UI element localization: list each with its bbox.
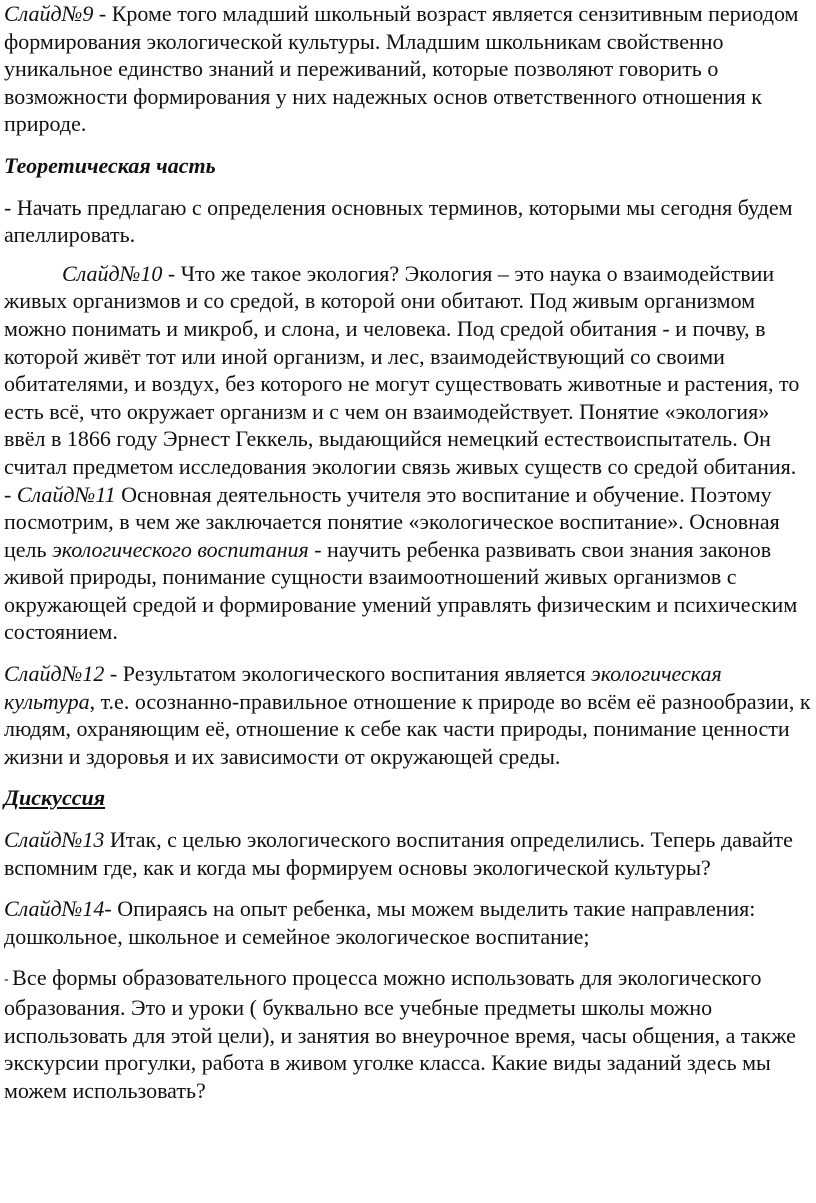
paragraph-slide-11: [4, 481, 812, 647]
emphasis-term: экологическая культура: [4, 661, 722, 714]
list-dash: -: [4, 972, 13, 988]
paragraph-text: , т.е. осознанно-правильное отношение к природе во всём её разнообразии, к людям, охраняющим её, отношение к себе как части природы, понимание ценности жизни и здоровья и их зависимости от окружающей среды.: [4, 688, 811, 769]
slide-label: Слайд№11: [16, 481, 116, 507]
paragraph-text: Основная деятельность учителя это воспитание и обучение. Поэтому посмотрим, в чем же заключается понятие «экологическое воспитание». Основная цель: [4, 481, 780, 562]
paragraph-text: - Опираясь на опыт ребенка, мы можем выделить такие направления: дошкольное, школьное и семейное экологическое воспитание;: [4, 896, 756, 949]
emphasis-term: экологического воспитания: [52, 536, 309, 562]
paragraph-text: Все формы образовательного процесса можно использовать для экологического образования. Это и уроки ( буквально все учебные предметы школы можно использовать для этой цели), и занятия во внеурочное время, часы общения, а также экскурсии прогулки, работа в живом уголке класса. Какие виды заданий здесь мы можем использовать?: [4, 965, 796, 1103]
slide-label: Слайд№14: [4, 896, 105, 922]
heading-theory: Теоретическая часть: [4, 152, 216, 178]
slide-label: Слайд№9: [4, 1, 94, 26]
paragraph-prefix: -: [4, 481, 17, 507]
paragraph-slide-14: [4, 895, 812, 950]
paragraph-text: Итак, с целью экологического воспитания определились. Теперь давайте вспомним где, как и когда мы формируем основы экологической культуры?: [4, 827, 793, 880]
paragraph-text: - научить ребенка развивать свои знания законов живой природы, понимание сущности взаимоотношений живых организмов с окружающей средой и формирование умений управлять физическим и психическим состоянием.: [4, 536, 798, 645]
paragraph-slide-10: [4, 260, 812, 481]
paragraph-forms: [4, 964, 812, 1104]
paragraph-text: - Результатом экологического воспитания является: [104, 661, 592, 687]
slide-label: Слайд№12: [4, 661, 105, 687]
paragraph-slide-13: [4, 826, 812, 881]
paragraph-slide-12: [4, 660, 812, 770]
paragraph-intro-terms: - Начать предлагаю с определения основных терминов, которыми мы сегодня будем апеллировать.: [4, 194, 793, 248]
heading-discussion: Дискуссия: [4, 785, 106, 811]
paragraph-slide-9: [4, 0, 812, 138]
paragraph-text: - Что же такое экология? Экология – это наука о взаимодействии живых организмов и со средой, в которой они обитают. Под живым организмом можно понимать и микроб, и слона, и человека. Под средой обитания - и почву, в которой живёт тот или иной организм, и лес, взаимодействующий со своими обитателями, и воздух, без которого не могут существовать животные и растения, то есть всё, что окружает организм и с чем он взаимодействует. Понятие «экология» ввёл в 1866 году Эрнест Геккель, выдающийся немецкий естествоиспытатель. Он считал предметом исследования экологии связь живых существ со средой обитания.: [4, 260, 800, 479]
paragraph-text: - Кроме того младший школьный возраст является сензитивным периодом формирования экологической культуры. Младшим школьникам свойственно уникальное единство знаний и переживаний, которые позволяют говорить о возможности формирования у них надежных основ ответственного отношения к природе.: [4, 1, 799, 137]
slide-label: Слайд№10: [62, 260, 163, 286]
slide-label: Слайд№13: [4, 827, 105, 853]
